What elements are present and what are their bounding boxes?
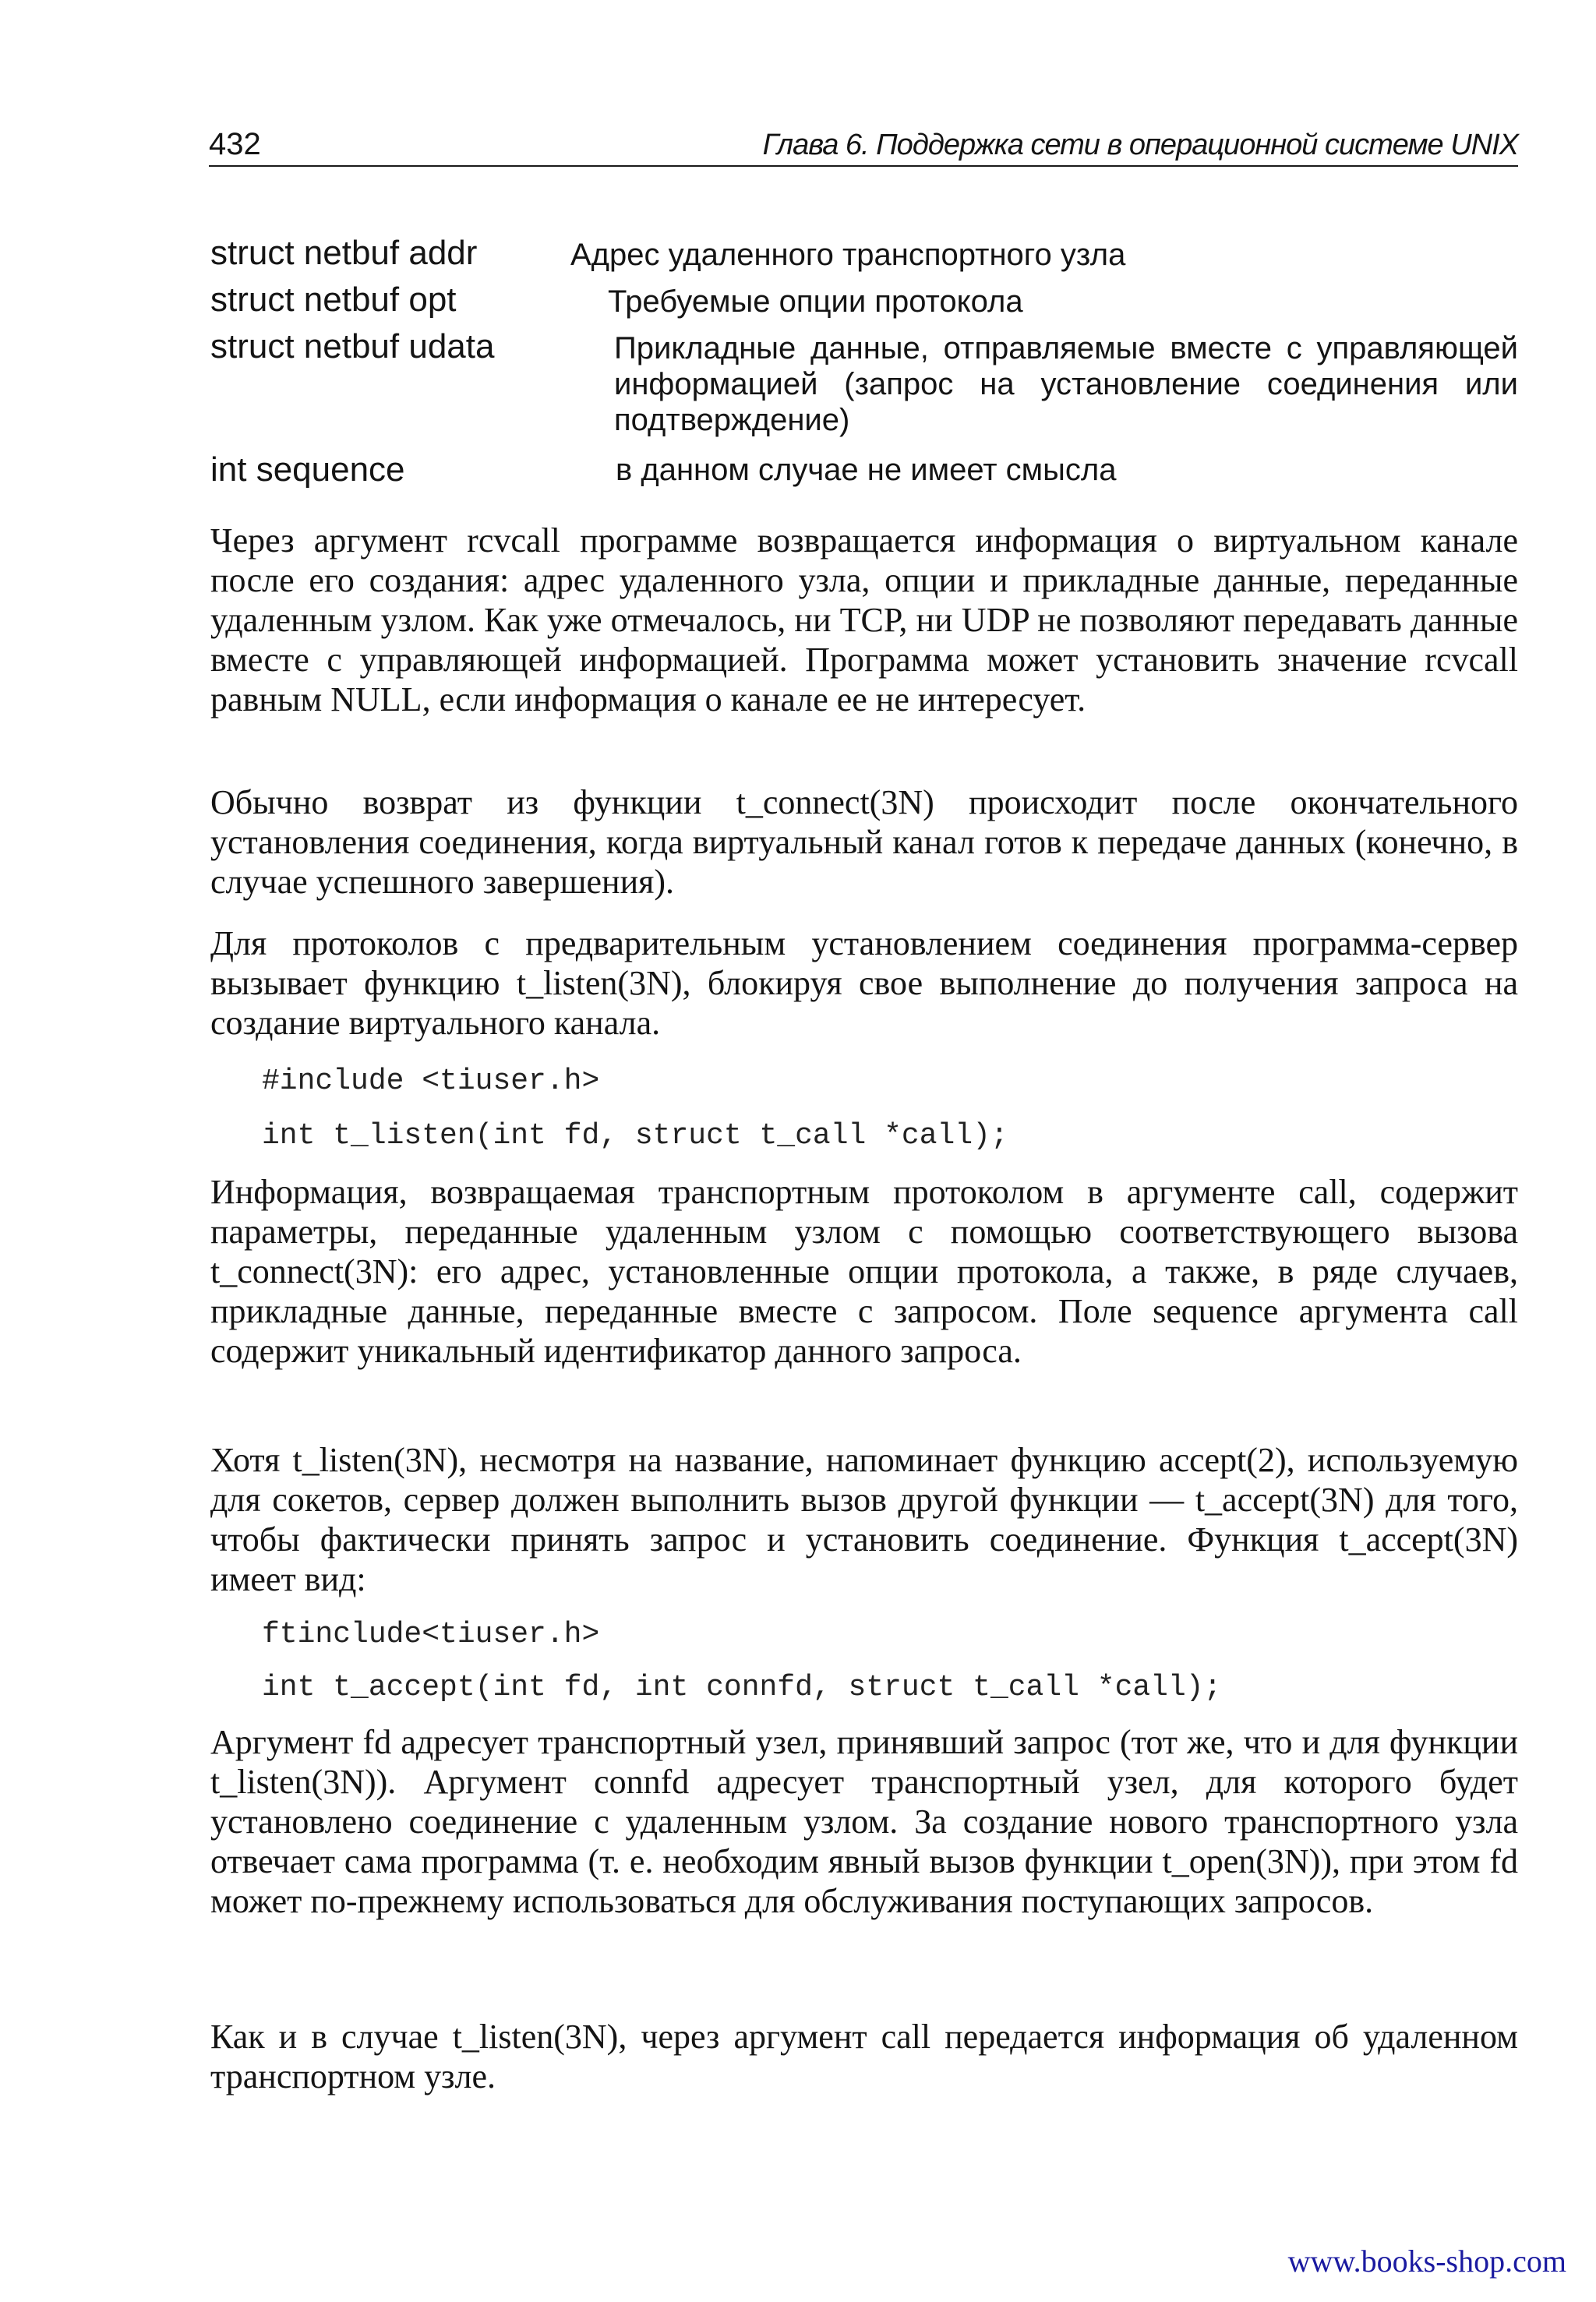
field-name: struct netbuf opt [210, 281, 457, 319]
field-name: int sequence [210, 450, 405, 489]
paragraph: Через аргумент rcvcall программе возвращается информация о виртуальном канале после его создания: адрес удаленного узла, опции и прикладные данные, переданные удаленным узлом. Как уже отмечалось, ни TCP, ни UDP не позволяют передавать данные вместе с управляющей информацией. Программа может установить значение rcvcall равным NULL, если информация о канале ее не интересует. [210, 521, 1518, 718]
page-number: 432 [209, 127, 261, 161]
field-desc: Адрес удаленного транспортного узла [570, 238, 1126, 272]
paragraph: Аргумент fd адресует транспортный узел, принявший запрос (тот же, что и для функции t_listen(3N)). Аргумент connfd адресует транспортный узел, для которого будет установлено соединение с удаленным узлом. За создание нового транспортного узла отвечает сама программа (т. е. необходим явный вызов функции t_open(3N)), при этом fd может по-прежнему использоваться для обслуживания поступающих запросов. [210, 1723, 1518, 1920]
chapter-title: Глава 6. Поддержка сети в операционной системе UNIX [762, 129, 1518, 161]
code-line: int t_accept(int fd, int connfd, struct t_call *call); [262, 1671, 1222, 1704]
field-name: struct netbuf udata [210, 327, 495, 365]
running-header [209, 125, 1518, 167]
paragraph: Обычно возврат из функции t_connect(3N) происходит после окончательного установления соединения, когда виртуальный канал готов к передаче данных (конечно, в случае успешного завершения). [210, 783, 1518, 901]
paragraph: Хотя t_listen(3N), несмотря на название, напоминает функцию accept(2), используемую для сокетов, сервер должен выполнить вызов другой функции — t_accept(3N) для того, чтобы фактически принять запрос и установить соединение. Функция t_accept(3N) имеет вид: [210, 1441, 1518, 1598]
footer-link[interactable]: www.books-shop.com [1287, 2244, 1566, 2279]
paragraph: Для протоколов с предварительным установлением соединения программа-сервер вызывает функцию t_listen(3N), блокируя свое выполнение до получения запроса на создание виртуального канала. [210, 924, 1518, 1042]
paragraph: Как и в случае t_listen(3N), через аргумент call передается информация об удаленном транспортном узле. [210, 2018, 1518, 2095]
field-desc: в данном случае не имеет смысла [616, 453, 1117, 487]
paragraph: Информация, возвращаемая транспортным протоколом в аргументе call, содержит параметры, переданные удаленным узлом с помощью соответствующего вызова t_connect(3N): его адрес, установленные опции протокола, а также, в ряде случаев, прикладные данные, переданные вместе с запросом. Поле sequence аргумента call содержит уникальный идентификатор данного запроса. [210, 1173, 1518, 1370]
code-line: #include <tiuser.h> [262, 1064, 600, 1098]
field-name: struct netbuf addr [210, 234, 478, 272]
field-desc: Прикладные данные, отправляемые вместе с управляющей информацией (запрос на установление соединения или подтверждение) [614, 331, 1518, 437]
code-line: ftinclude<tiuser.h> [262, 1618, 600, 1651]
code-line: int t_listen(int fd, struct t_call *call); [262, 1119, 1008, 1153]
field-desc: Требуемые опции протокола [608, 284, 1023, 319]
